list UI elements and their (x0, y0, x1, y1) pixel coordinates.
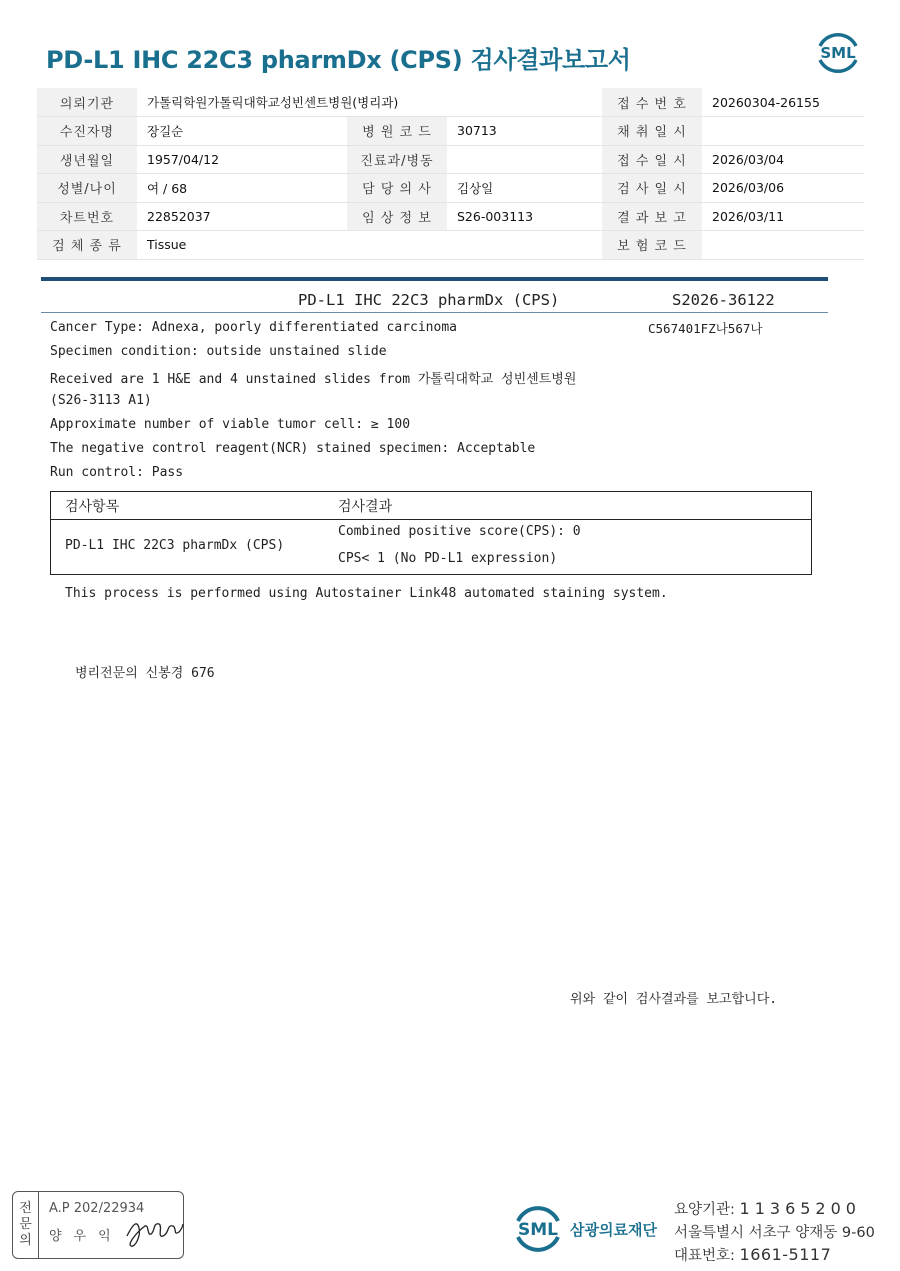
phone-number: 1661-5117 (739, 1245, 832, 1264)
info-row (37, 231, 864, 260)
receipt-date-value: 2026/03/04 (702, 145, 864, 174)
hospital-code-value: 30713 (447, 117, 602, 146)
insurance-code-value (702, 231, 864, 260)
cancer-type-line: Cancer Type: Adnexa, poorly differentiated carcinoma (50, 320, 457, 335)
report-code: C567401FZ나567나 (648, 321, 763, 336)
specimen-type-value: Tissue (137, 231, 602, 260)
run-control-line: Run control: Pass (50, 465, 184, 480)
patient-info-table (37, 88, 864, 260)
dob-label: 생년월일 (37, 145, 137, 174)
sml-logo (812, 28, 864, 76)
physician-label: 담 당 의 사 (347, 174, 447, 203)
result-header-item: 검사항목 (65, 499, 120, 515)
receipt-no-label: 접 수 번 호 (602, 88, 702, 117)
result-cps-interpretation: CPS< 1 (No PD-L1 expression) (338, 551, 558, 566)
section-divider (41, 277, 828, 281)
chart-no-label: 차트번호 (37, 202, 137, 231)
company-name: 삼광의료재단 (570, 1221, 657, 1239)
patient-label: 수진자명 (37, 117, 137, 146)
hospital-code-label: 병 원 코 드 (347, 117, 447, 146)
pathologist-stamp (12, 1191, 184, 1259)
chart-no-value: 22852037 (137, 202, 347, 231)
institution-code-label: 요양기관: (674, 1202, 735, 1218)
method-note: This process is performed using Autostainer Link48 automated staining system. (65, 586, 668, 601)
result-cps-score: Combined positive score(CPS): 0 (338, 524, 581, 539)
report-date-label: 결 과 보 고 (602, 202, 702, 231)
dob-value: 1957/04/12 (137, 145, 347, 174)
phone-line (674, 1244, 831, 1265)
received-slides-line: Received are 1 H&E and 4 unstained slides from 가톨릭대학교 성빈센트병원 (50, 372, 577, 387)
logo-text: SML (518, 1220, 558, 1240)
test-date-value: 2026/03/06 (702, 174, 864, 203)
section-divider-thin (41, 312, 828, 313)
info-row (37, 174, 864, 203)
info-row (37, 202, 864, 231)
negative-control-line: The negative control reagent(NCR) stained specimen: Acceptable (50, 441, 536, 456)
requesting-institution-value: 가톨릭학원가톨릭대학교성빈센트병원(병리과) (137, 88, 602, 117)
stamp-license-no: A.P 202/22934 (49, 1201, 145, 1216)
report-title: PD-L1 IHC 22C3 pharmDx (CPS) 검사결과보고서 (46, 46, 631, 74)
requesting-institution-label: 의뢰기관 (37, 88, 137, 117)
result-table (50, 491, 812, 575)
result-item: PD-L1 IHC 22C3 pharmDx (CPS) (65, 538, 285, 553)
institution-code: 11365200 (739, 1199, 861, 1218)
info-row (37, 145, 864, 174)
receipt-no-value: 20260304-26155 (702, 88, 864, 117)
stamp-side-label (13, 1192, 39, 1258)
info-row (37, 88, 864, 117)
receipt-date-label: 접 수 일 시 (602, 145, 702, 174)
result-table-divider (51, 519, 811, 520)
stamp-side-char: 전 (19, 1201, 32, 1216)
institution-code-line (674, 1198, 861, 1219)
specimen-condition-line: Specimen condition: outside unstained slide (50, 344, 387, 359)
sex-age-label: 성별/나이 (37, 174, 137, 203)
sex-age-value: 여 / 68 (137, 174, 347, 203)
company-address: 서울특별시 서초구 양재동 9-60 (674, 1225, 875, 1241)
phone-label: 대표번호: (674, 1248, 735, 1264)
specimen-type-label: 검 체 종 류 (37, 231, 137, 260)
pathologist-signature-line: 병리전문의 신봉경 676 (75, 666, 215, 681)
report-date-value: 2026/03/11 (702, 202, 864, 231)
stamp-side-char: 의 (19, 1233, 32, 1248)
info-row (37, 117, 864, 146)
tumor-cell-line: Approximate number of viable tumor cell: ≥ 100 (50, 417, 411, 432)
insurance-code-label: 보 험 코 드 (602, 231, 702, 260)
dept-label: 진료과/병동 (347, 145, 447, 174)
patient-value: 장길순 (137, 117, 347, 146)
physician-value: 김상일 (447, 174, 602, 203)
stamp-name: 양우익 (49, 1229, 123, 1244)
collection-date-value (702, 117, 864, 146)
logo-text: SML (820, 44, 856, 62)
handwritten-signature (123, 1206, 185, 1252)
result-header-result: 검사결과 (338, 499, 393, 515)
test-name: PD-L1 IHC 22C3 pharmDx (CPS) (298, 291, 560, 309)
collection-date-label: 채 취 일 시 (602, 117, 702, 146)
clinical-info-label: 임 상 정 보 (347, 202, 447, 231)
block-id-line: (S26-3113 A1) (50, 393, 152, 408)
report-number: S2026-36122 (672, 291, 775, 309)
sml-logo-bottom (510, 1199, 566, 1257)
stamp-side-char: 문 (19, 1217, 32, 1232)
closing-statement: 위와 같이 검사결과를 보고합니다. (570, 992, 778, 1007)
test-date-label: 검 사 일 시 (602, 174, 702, 203)
dept-value (447, 145, 602, 174)
clinical-info-value: S26-003113 (447, 202, 602, 231)
